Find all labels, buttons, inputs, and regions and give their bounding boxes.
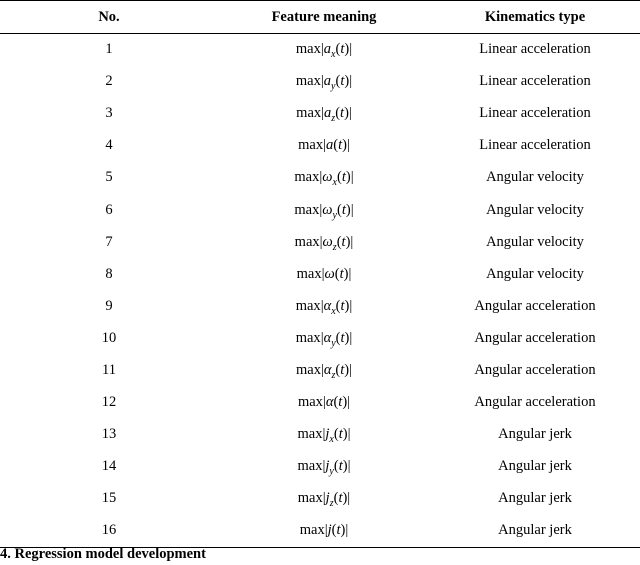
cell-feature-formula: $\max|a_x(t)|$ (295, 41, 353, 61)
table-row (0, 354, 640, 386)
cell-no: 6 (105, 201, 113, 218)
header-kinematics-type: Kinematics type (430, 1, 640, 34)
formula-function: max (295, 73, 321, 90)
cell-no: 10 (101, 329, 117, 346)
cell-kinematics-type: Angular velocity (486, 201, 584, 218)
formula-symbol: j (325, 458, 330, 475)
cell-no: 16 (0, 515, 218, 547)
table-row (0, 130, 640, 162)
table-header-row (0, 1, 640, 34)
formula-argument: t (340, 361, 345, 378)
table-row (0, 66, 640, 98)
formula-function: max (297, 458, 323, 475)
cell-no: 11 (102, 361, 116, 378)
formula-argument: t (336, 522, 341, 539)
formula-symbol: j (327, 522, 332, 539)
table-row (0, 515, 640, 547)
formula-symbol: a (326, 137, 334, 154)
formula-subscript: y (329, 466, 334, 478)
cell-no: 9 (105, 297, 113, 314)
cell-feature-formula: $\max|\alpha_x(t)|$ (295, 297, 353, 317)
formula-function: max (294, 233, 320, 250)
formula-argument: t (338, 490, 343, 507)
cell-kinematics-type: Angular velocity (486, 265, 584, 282)
formula-argument: t (338, 426, 343, 443)
formula-subscript: x (331, 305, 336, 317)
formula-argument: t (341, 233, 346, 250)
formula-function: max (295, 329, 321, 346)
table-row (0, 387, 640, 419)
formula-argument: t (340, 41, 345, 58)
formula-function: max (295, 41, 321, 58)
table-row (0, 483, 640, 515)
formula-function: max (297, 490, 323, 507)
formula-subscript: z (332, 241, 337, 253)
formula-symbol: a (323, 73, 332, 90)
formula-subscript: y (331, 81, 336, 93)
formula-symbol: ω (322, 169, 333, 186)
cell-kinematics-type: Angular acceleration (474, 394, 596, 411)
cell-kinematics-type: Angular velocity (486, 233, 584, 250)
cell-feature-formula: $\max|a_z(t)|$ (296, 105, 352, 125)
section-heading: 4. Regression model development (0, 546, 206, 562)
table-row (0, 226, 640, 258)
formula-symbol: a (323, 41, 332, 58)
cell-kinematics-type: Linear acceleration (479, 73, 591, 90)
cell-feature-formula: max|α(t)| (297, 394, 351, 411)
table-row (0, 162, 640, 194)
cell-feature-formula: $\max|\omega_y(t)|$ (294, 201, 354, 221)
formula-symbol: α (323, 329, 332, 346)
table-row (0, 419, 640, 451)
cell-no: 14 (101, 458, 117, 475)
table-row (0, 258, 640, 290)
cell-kinematics-type: Angular acceleration (474, 329, 596, 346)
cell-feature-formula: $\max|a_y(t)|$ (295, 73, 353, 93)
cell-feature-formula: max|j(t)| (218, 515, 430, 547)
formula-argument: t (338, 137, 343, 154)
formula-subscript: x (331, 49, 336, 61)
formula-argument: t (340, 73, 345, 90)
formula-function: max (294, 169, 320, 186)
formula-symbol: j (325, 426, 330, 443)
cell-kinematics-type: Angular velocity (486, 169, 584, 186)
cell-no: 12 (101, 394, 117, 411)
cell-kinematics-type: Angular jerk (498, 490, 572, 507)
formula-symbol: j (325, 490, 330, 507)
table-row (0, 451, 640, 483)
cell-no: 5 (105, 169, 113, 186)
formula-argument: t (341, 169, 346, 186)
cell-no: 15 (101, 490, 117, 507)
table-row (0, 98, 640, 130)
formula-subscript: x (332, 177, 337, 189)
formula-function: max (297, 394, 323, 411)
cell-feature-formula: $\max|\omega_x(t)|$ (294, 169, 354, 189)
formula-subscript: y (331, 337, 336, 349)
formula-subscript: z (331, 113, 336, 125)
formula-subscript: x (329, 434, 334, 446)
cell-feature-formula: max|ω(t)| (296, 265, 352, 282)
cell-kinematics-type: Linear acceleration (479, 137, 591, 154)
table-row (0, 290, 640, 322)
formula-function: max (296, 105, 322, 122)
formula-argument: t (338, 394, 343, 411)
formula-argument: t (340, 329, 345, 346)
formula-function: max (295, 297, 321, 314)
formula-subscript: y (332, 209, 337, 221)
cell-feature-formula: $\max|j_x(t)|$ (297, 426, 351, 446)
formula-argument: t (340, 297, 345, 314)
cell-no: 2 (105, 73, 113, 90)
cell-feature-formula: $\max|\alpha_y(t)|$ (295, 329, 353, 349)
formula-symbol: α (323, 361, 332, 378)
formula-symbol: ω (324, 265, 335, 282)
cell-kinematics-type: Angular jerk (430, 515, 640, 547)
cell-feature-formula: $\max|\alpha_z(t)|$ (295, 361, 352, 381)
formula-argument: t (341, 201, 346, 218)
formula-function: max (294, 201, 320, 218)
cell-kinematics-type: Angular jerk (498, 458, 572, 475)
formula-symbol: α (325, 394, 334, 411)
cell-kinematics-type: Angular jerk (498, 426, 572, 443)
formula-argument: t (339, 265, 344, 282)
table-row (0, 34, 640, 66)
formula-function: max (296, 265, 322, 282)
cell-kinematics-type: Angular acceleration (474, 361, 596, 378)
cell-no: 4 (105, 137, 113, 154)
table-body (0, 34, 640, 548)
cell-kinematics-type: Linear acceleration (479, 41, 591, 58)
table-row (0, 322, 640, 354)
cell-feature-formula: max|a(t)| (298, 137, 350, 154)
formula-symbol: a (324, 105, 332, 122)
header-no: No. (0, 1, 218, 34)
formula-function: max (299, 522, 325, 539)
formula-argument: t (340, 105, 345, 122)
cell-feature-formula: $\max|j_y(t)|$ (297, 458, 351, 478)
cell-no: 13 (101, 426, 117, 443)
cell-kinematics-type: Linear acceleration (479, 105, 591, 122)
formula-argument: t (338, 458, 343, 475)
cell-no: 1 (105, 41, 113, 58)
formula-symbol: ω (322, 201, 333, 218)
cell-no: 7 (105, 233, 113, 250)
formula-function: max (298, 137, 324, 154)
cell-no: 3 (105, 105, 113, 122)
cell-kinematics-type: Angular acceleration (474, 297, 596, 314)
cell-feature-formula: $\max|\omega_z(t)|$ (294, 233, 354, 253)
formula-function: max (297, 426, 323, 443)
formula-subscript: z (331, 369, 336, 381)
formula-subscript: z (329, 498, 334, 510)
formula-symbol: α (323, 297, 332, 314)
formula-symbol: ω (322, 233, 333, 250)
cell-no: 8 (105, 265, 113, 282)
cell-feature-formula: $\max|j_z(t)|$ (297, 490, 351, 510)
header-feature-meaning: Feature meaning (218, 1, 430, 34)
formula-function: max (295, 361, 321, 378)
table-row (0, 194, 640, 226)
